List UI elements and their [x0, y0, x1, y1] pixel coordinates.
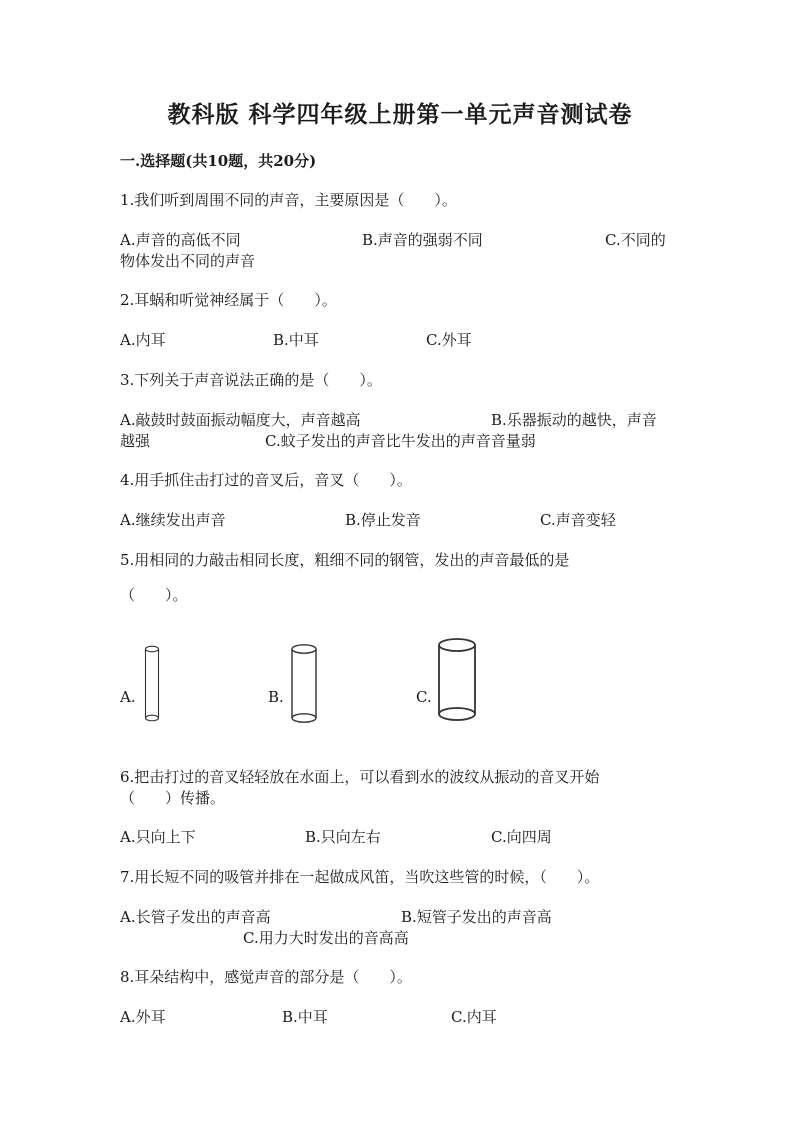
question-6-option-b[interactable]: B.只向左右 — [305, 828, 381, 846]
thin-pipe-image — [143, 645, 161, 723]
question-1-option-b[interactable]: B.声音的强弱不同 — [362, 231, 483, 249]
question-5-stem-blank: （ ）。 — [120, 586, 188, 604]
question-5-option-a[interactable]: A. — [120, 688, 136, 706]
question-8-option-c[interactable]: C.内耳 — [451, 1008, 497, 1026]
question-4-option-c[interactable]: C.声音变轻 — [540, 511, 616, 529]
question-7-option-b[interactable]: B.短管子发出的声音高 — [401, 908, 552, 926]
question-4-option-a[interactable]: A.继续发出声音 — [120, 511, 226, 529]
page-title: 教科版 科学四年级上册第一单元声音测试卷 — [167, 101, 633, 128]
question-1-stem: 1.我们听到周围不同的声音，主要原因是（ ）。 — [120, 191, 457, 209]
question-6-stem: 6.把击打过的音叉轻轻放在水面上，可以看到水的波纹从振动的音叉开始 — [120, 768, 600, 786]
question-5-option-b[interactable]: B. — [268, 688, 284, 706]
question-1-option-a[interactable]: A.声音的高低不同 — [120, 231, 241, 249]
question-6-stem-continued: （ ）传播。 — [120, 789, 226, 807]
medium-pipe-image — [289, 643, 319, 725]
thick-pipe-image — [436, 637, 478, 723]
question-8-option-a[interactable]: A.外耳 — [120, 1008, 166, 1026]
question-1-option-c[interactable]: C.不同的 — [605, 231, 666, 249]
question-7-option-c[interactable]: C.用力大时发出的音高高 — [243, 929, 409, 947]
question-3-option-b-continued: 越强 — [120, 432, 151, 450]
question-8-option-b[interactable]: B.中耳 — [282, 1008, 328, 1026]
question-3-option-c[interactable]: C.蚊子发出的声音比牛发出的声音音量弱 — [265, 432, 536, 450]
question-8-stem: 8.耳朵结构中，感觉声音的部分是（ ）。 — [120, 968, 412, 986]
section-heading: 一.选择题(共10题，共20分) — [120, 152, 317, 170]
question-6-option-c[interactable]: C.向四周 — [491, 828, 552, 846]
question-2-option-c[interactable]: C.外耳 — [426, 331, 472, 349]
question-5-option-c[interactable]: C. — [416, 688, 432, 706]
question-2-stem: 2.耳蜗和听觉神经属于（ ）。 — [120, 291, 337, 309]
question-2-option-a[interactable]: A.内耳 — [120, 331, 166, 349]
question-3-stem: 3.下列关于声音说法正确的是（ ）。 — [120, 371, 382, 389]
question-4-stem: 4.用手抓住击打过的音叉后，音叉（ ）。 — [120, 471, 412, 489]
question-6-option-a[interactable]: A.只向上下 — [120, 828, 196, 846]
question-7-option-a[interactable]: A.长管子发出的声音高 — [120, 908, 271, 926]
question-4-option-b[interactable]: B.停止发音 — [345, 511, 421, 529]
question-2-option-b[interactable]: B.中耳 — [273, 331, 319, 349]
question-3-option-b[interactable]: B.乐器振动的越快，声音 — [491, 411, 657, 429]
question-1-option-c-continued: 物体发出不同的声音 — [120, 252, 256, 270]
question-5-stem: 5.用相同的力敲击相同长度，粗细不同的钢管，发出的声音最低的是 — [120, 551, 570, 569]
question-3-option-a[interactable]: A.敲鼓时鼓面振动幅度大，声音越高 — [120, 411, 361, 429]
question-7-stem: 7.用长短不同的吸管并排在一起做成风笛，当吹这些管的时候，（ ）。 — [120, 868, 600, 886]
